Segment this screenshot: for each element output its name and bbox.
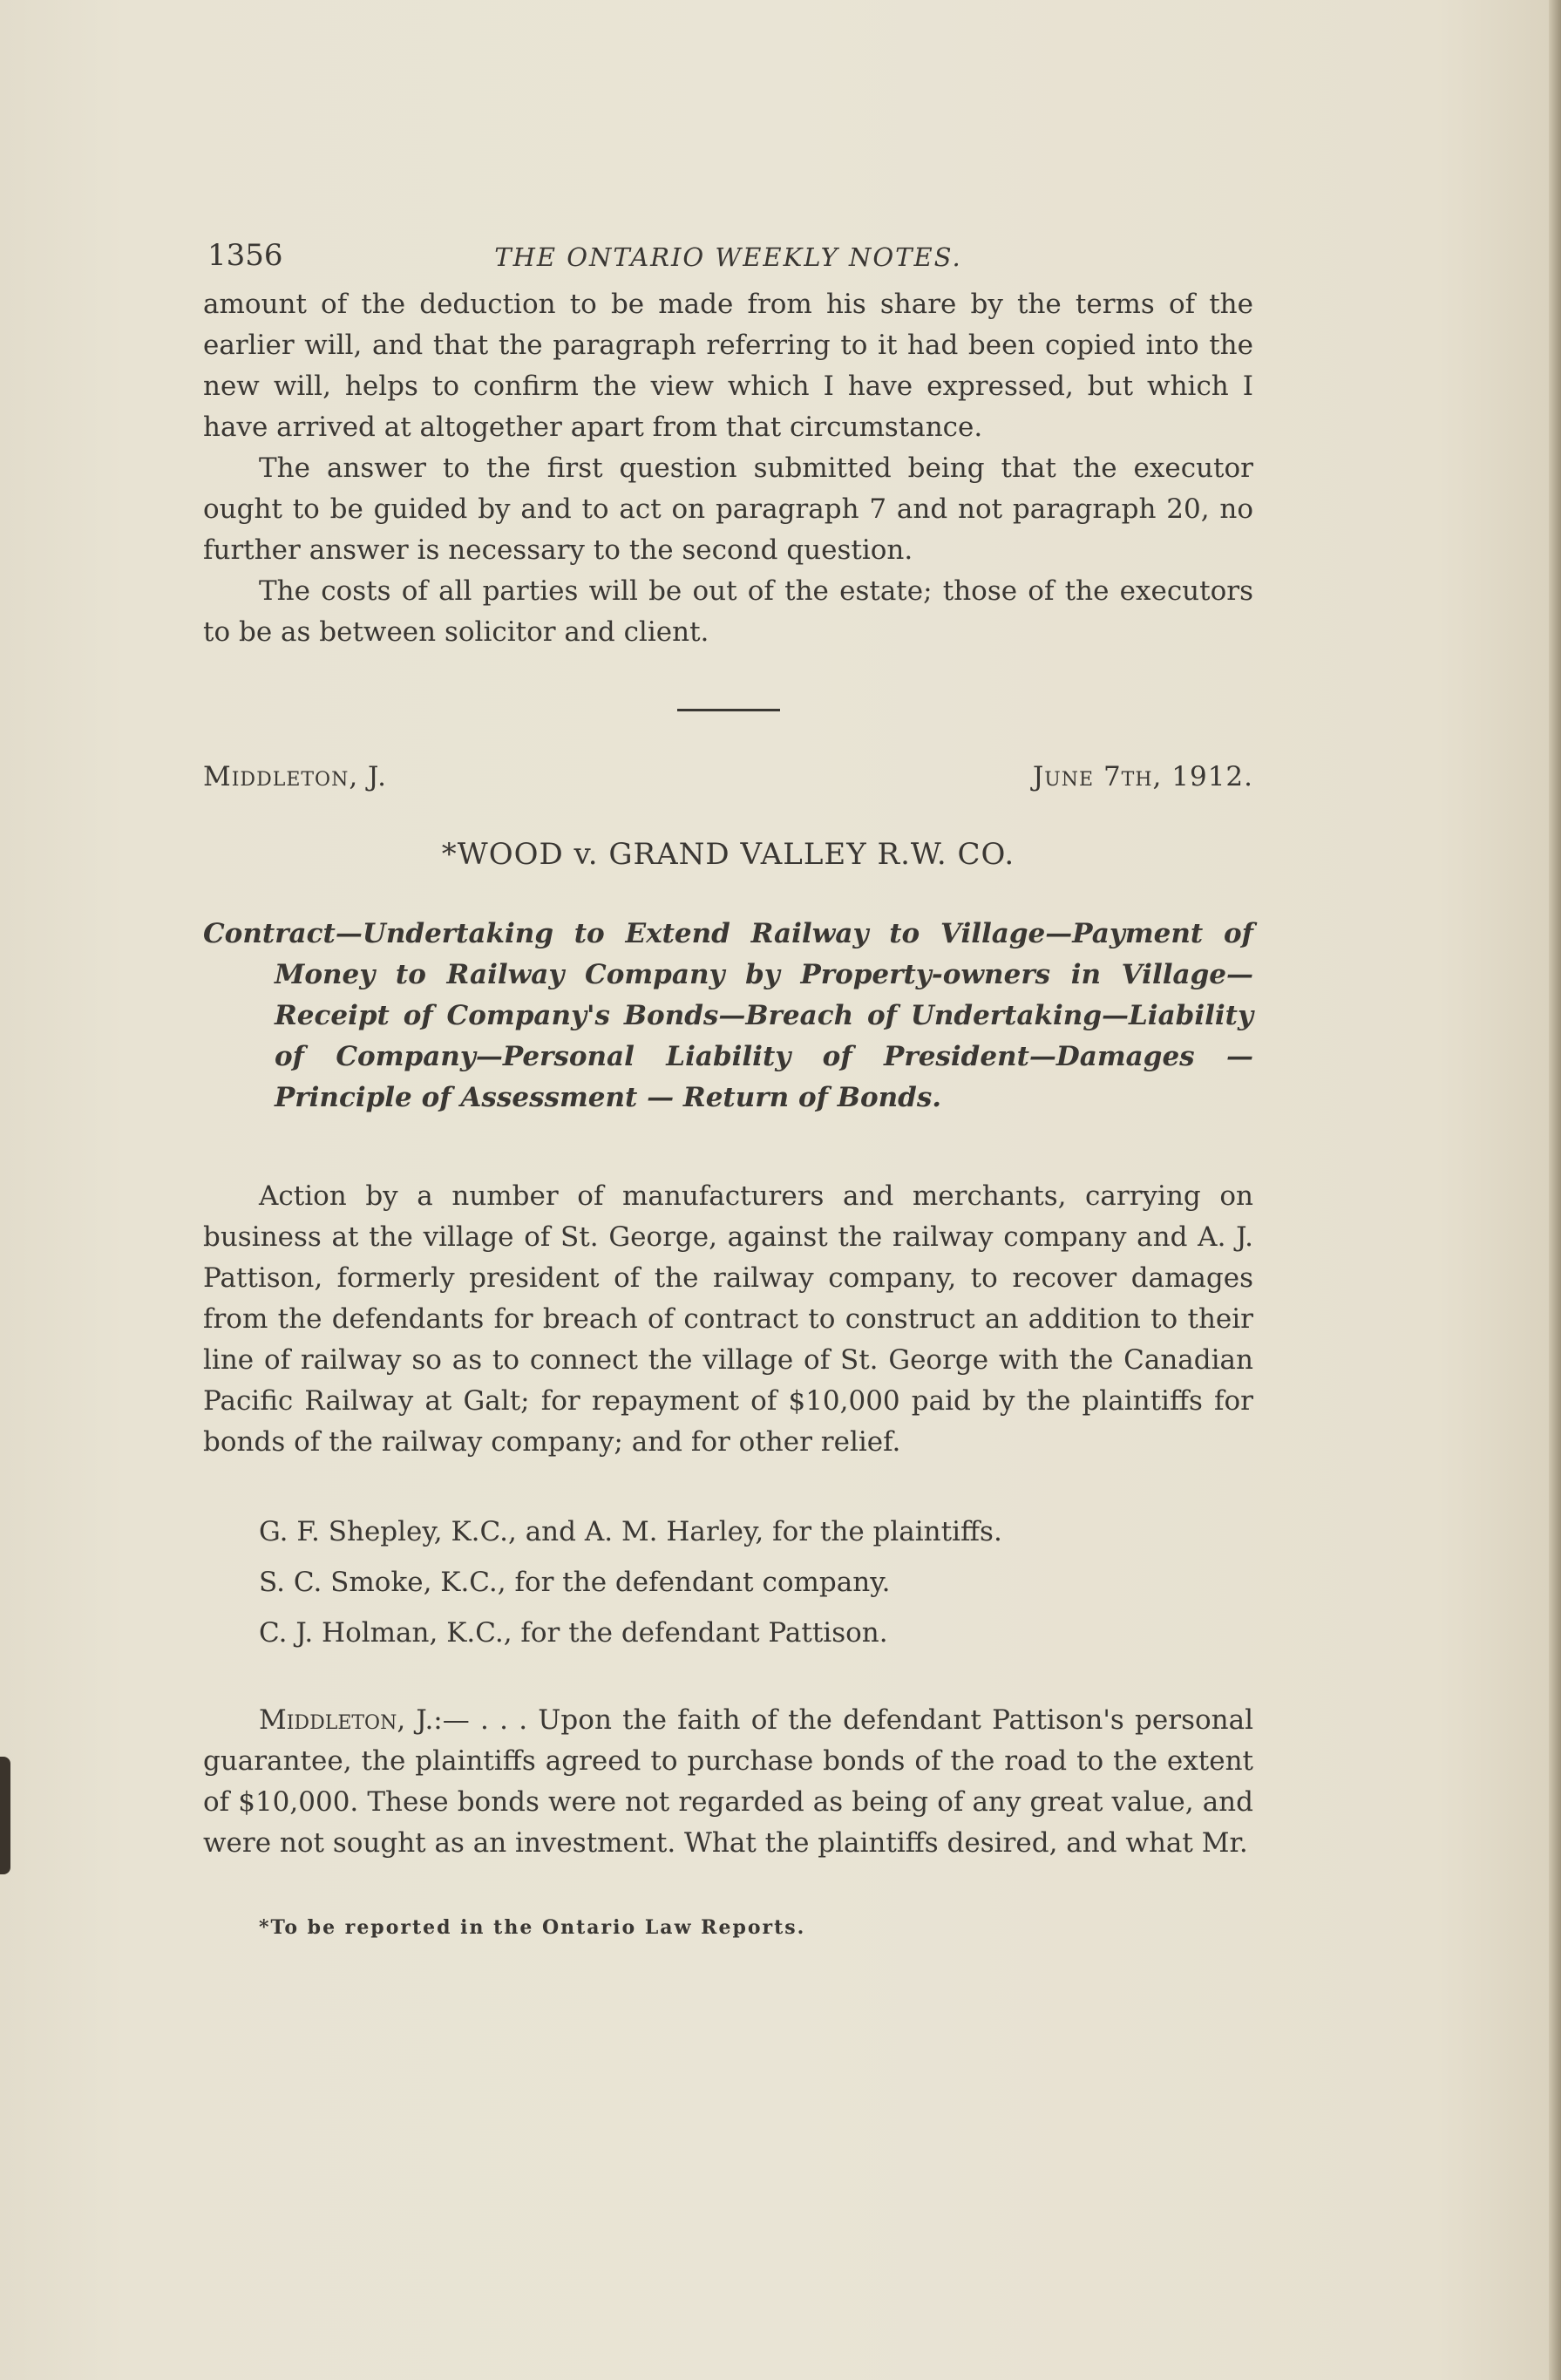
judge-name: Middleton, J. xyxy=(203,761,387,792)
opinion-paragraph xyxy=(203,1700,1253,1864)
counsel-defendant-company: S. C. Smoke, K.C., for the defendant company. xyxy=(259,1567,891,1598)
paragraph-costs: The costs of all parties will be out of the estate; those of the executors to be as between solicitor and client. xyxy=(203,575,1253,648)
footnote: *To be reported in the Ontario Law Reports. xyxy=(259,1916,806,1939)
page-edge-shadow xyxy=(1549,0,1561,2380)
page-header xyxy=(203,235,1253,284)
section-divider xyxy=(677,709,780,711)
counsel-list xyxy=(203,1506,1253,1658)
dateline xyxy=(203,757,1253,798)
paragraph-continuation: amount of the deduction to be made from his share by the terms of the earlier will, and that the paragraph referring to it had been copied into the new will, helps to confirm the view which I have expressed, but which I have arrived at altogether apart from that circumstance. xyxy=(203,289,1253,443)
counsel-defendant-pattison: C. J. Holman, K.C., for the defendant Pattison. xyxy=(259,1617,888,1649)
running-head: THE ONTARIO WEEKLY NOTES. xyxy=(494,242,962,272)
headnote: Contract—Undertaking to Extend Railway to Village—Payment of Money to Railway Company by Property-owners in Village—Receipt of Company's Bonds—Breach of Undertaking—Liability of Company—Personal Liability of President—Damages — Principle of Assessment — Return of Bonds. xyxy=(203,918,1253,1113)
action-paragraph: Action by a number of manufacturers and merchants, carrying on business at the village of St. George, against the railway company and A. J. Pattison, formerly president of the railway company, to recover damages from the defendants for breach of contract to construct an addition to their line of railway so as to connect the village of St. George with the Canadian Pacific Railway at Galt; for repayment of $10,000 paid by the plaintiffs for bonds of the railway company; and for other relief. xyxy=(203,1180,1253,1458)
case-title: *WOOD v. GRAND VALLEY R.W. CO. xyxy=(441,837,1015,872)
page-number: 1356 xyxy=(207,238,283,273)
paragraph-answer: The answer to the first question submitted being that the executor ought to be guided by and to act on paragraph 7 and not paragraph 20, no further answer is necessary to the second question. xyxy=(203,452,1253,566)
judgment-date: June 7th, 1912. xyxy=(1032,761,1253,792)
opinion-judge: Middleton, J.:— xyxy=(259,1704,470,1736)
page-content xyxy=(203,235,1253,1948)
opinion-text: . . . Upon the faith of the defendant Pattison's personal guarantee, the plaintiffs agreed to purchase bonds of the road to the extent of $10,000. These bonds were not regarded as being of any great value, and were not sought as an investment. What the plaintiffs desired, and what Mr. xyxy=(203,1704,1253,1859)
binding-mark xyxy=(0,1757,10,1874)
counsel-plaintiffs: G. F. Shepley, K.C., and A. M. Harley, for the plaintiffs. xyxy=(259,1516,1002,1547)
